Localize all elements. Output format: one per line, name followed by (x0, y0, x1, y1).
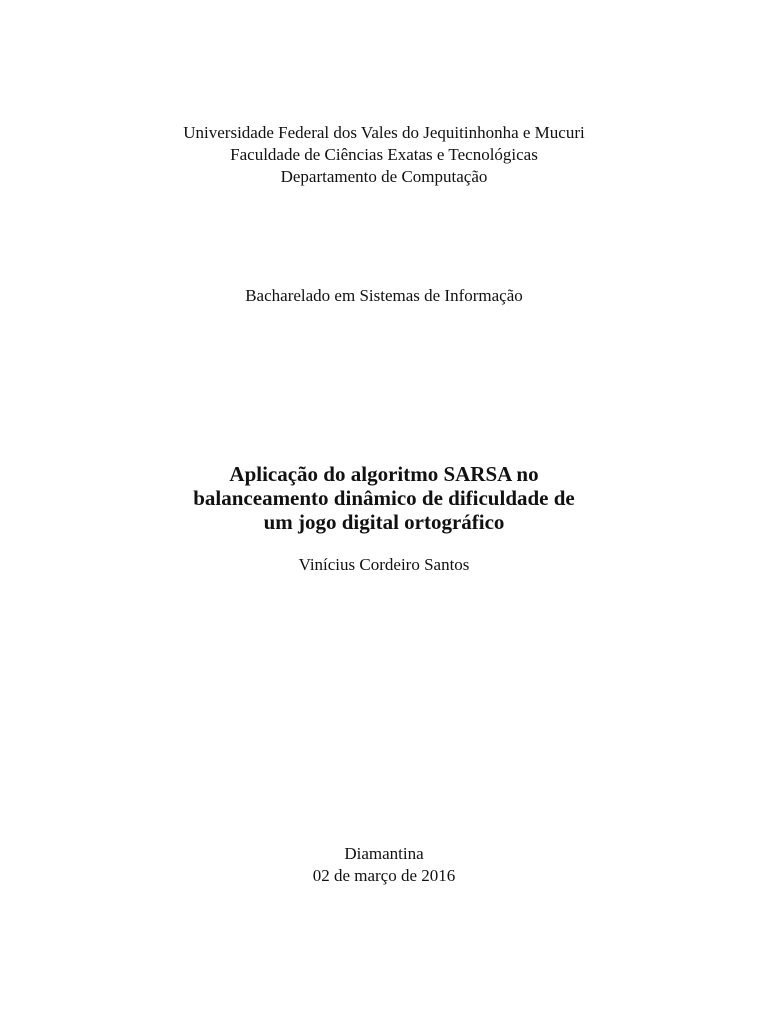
title-line-2: balanceamento dinâmico de dificuldade de (193, 486, 575, 510)
date: 02 de março de 2016 (312, 866, 456, 885)
author-block (0, 554, 768, 576)
city: Diamantina (344, 844, 424, 863)
place-date-block (0, 843, 768, 887)
title-line-1: Aplicação do algoritmo SARSA no (229, 462, 539, 486)
course-block (0, 285, 768, 307)
title-line-3: um jogo digital ortográfico (263, 510, 505, 534)
institution-header (0, 122, 768, 188)
document-title (0, 462, 768, 534)
university-name: Universidade Federal dos Vales do Jequitinhonha e Mucuri (183, 123, 585, 142)
department-name: Departamento de Computação (280, 167, 488, 186)
author-name: Vinícius Cordeiro Santos (298, 555, 470, 574)
course-name: Bacharelado em Sistemas de Informação (245, 286, 523, 305)
faculty-name: Faculdade de Ciências Exatas e Tecnológicas (230, 145, 538, 164)
